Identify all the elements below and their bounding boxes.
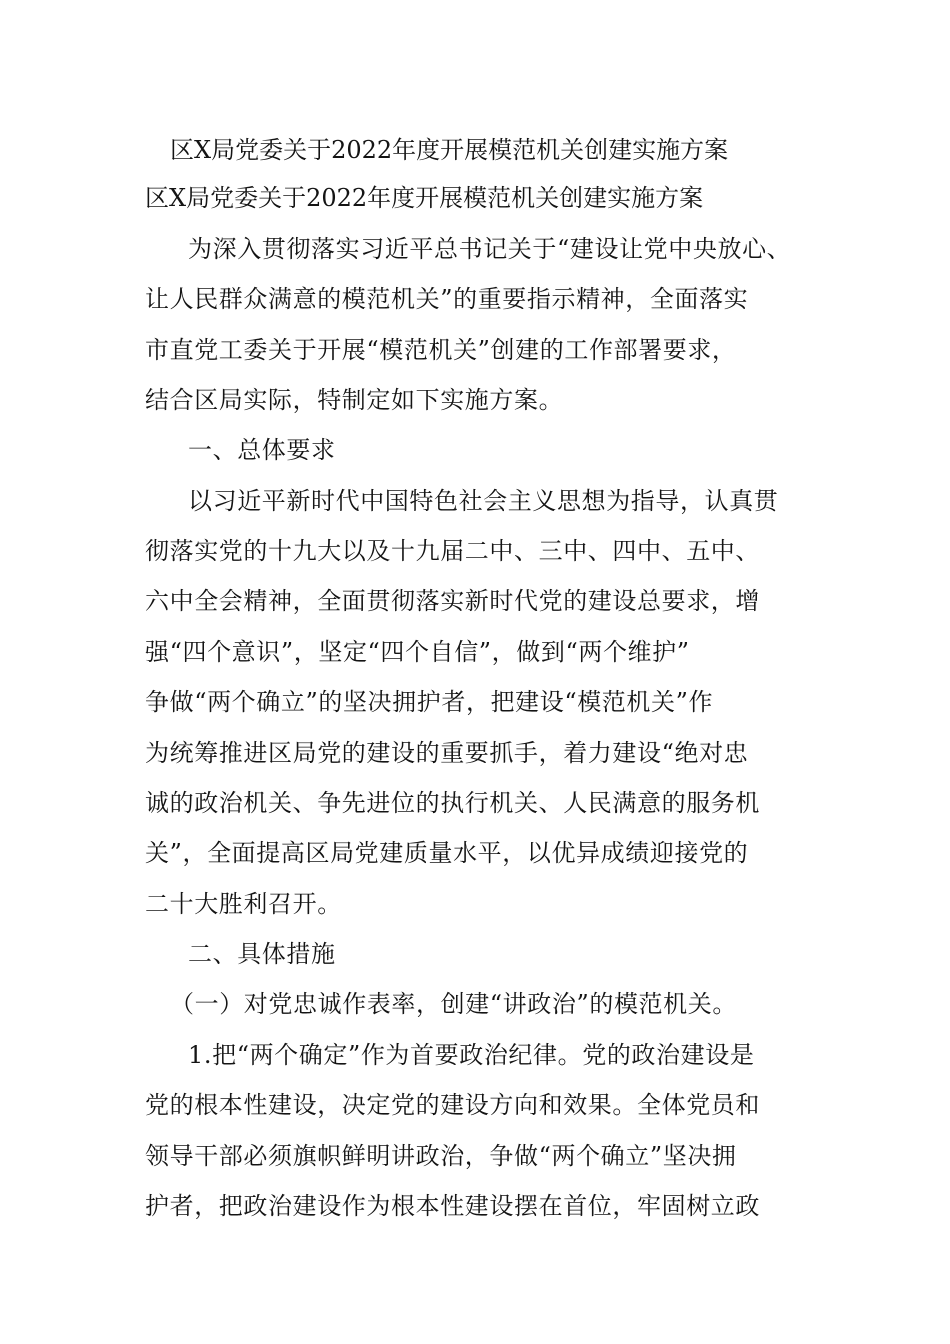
section-heading-2: 二、具体措施 (188, 940, 336, 968)
intro-paragraph-line-2: 让人民群众满意的模范机关”的重要指示精神，全面落实 (145, 285, 749, 313)
intro-paragraph-line-4: 结合区局实际，特制定如下实施方案。 (145, 386, 564, 414)
intro-paragraph-line-3: 市直党工委关于开展“模范机关”创建的工作部署要求， (145, 336, 737, 364)
subsection-heading-1: （一）对党忠诚作表率，创建“讲政治”的模范机关。 (170, 990, 737, 1018)
item-1-paragraph-line-2: 党的根本性建设，决定党的建设方向和效果。全体党员和 (145, 1091, 760, 1119)
section-1-paragraph-line-9: 二十大胜利召开。 (145, 890, 342, 918)
section-1-paragraph-line-8: 关”，全面提高区局党建质量水平，以优异成绩迎接党的 (145, 839, 749, 867)
section-heading-1: 一、总体要求 (188, 436, 336, 464)
document-title: 区X局党委关于2022年度开展模范机关创建实施方案 (170, 136, 729, 164)
section-1-paragraph-line-1: 以习近平新时代中国特色社会主义思想为指导，认真贯 (188, 487, 779, 515)
item-1-paragraph-line-4: 护者，把政治建设作为根本性建设摆在首位，牢固树立政 (145, 1192, 760, 1220)
section-1-paragraph-line-7: 诚的政治机关、争先进位的执行机关、人民满意的服务机 (145, 789, 760, 817)
section-1-paragraph-line-5: 争做“两个确立”的坚决拥护者，把建设“模范机关”作 (145, 688, 714, 716)
document-title-repeat: 区X局党委关于2022年度开展模范机关创建实施方案 (145, 184, 704, 212)
section-1-paragraph-line-4: 强“四个意识”，坚定“四个自信”，做到“两个维护” (145, 638, 690, 666)
intro-paragraph-line-1: 为深入贯彻落实习近平总书记关于“建设让党中央放心、 (188, 235, 792, 263)
section-1-paragraph-line-2: 彻落实党的十九大以及十九届二中、三中、四中、五中、 (145, 537, 760, 565)
item-1-paragraph-line-3: 领导干部必须旗帜鲜明讲政治，争做“两个确立”坚决拥 (145, 1142, 737, 1170)
section-1-paragraph-line-6: 为统筹推进区局党的建设的重要抓手，着力建设“绝对忠 (145, 739, 749, 767)
item-1-paragraph-line-1: 1.把“两个确定”作为首要政治纪律。党的政治建设是 (188, 1041, 755, 1069)
section-1-paragraph-line-3: 六中全会精神，全面贯彻落实新时代党的建设总要求，增 (145, 587, 760, 615)
